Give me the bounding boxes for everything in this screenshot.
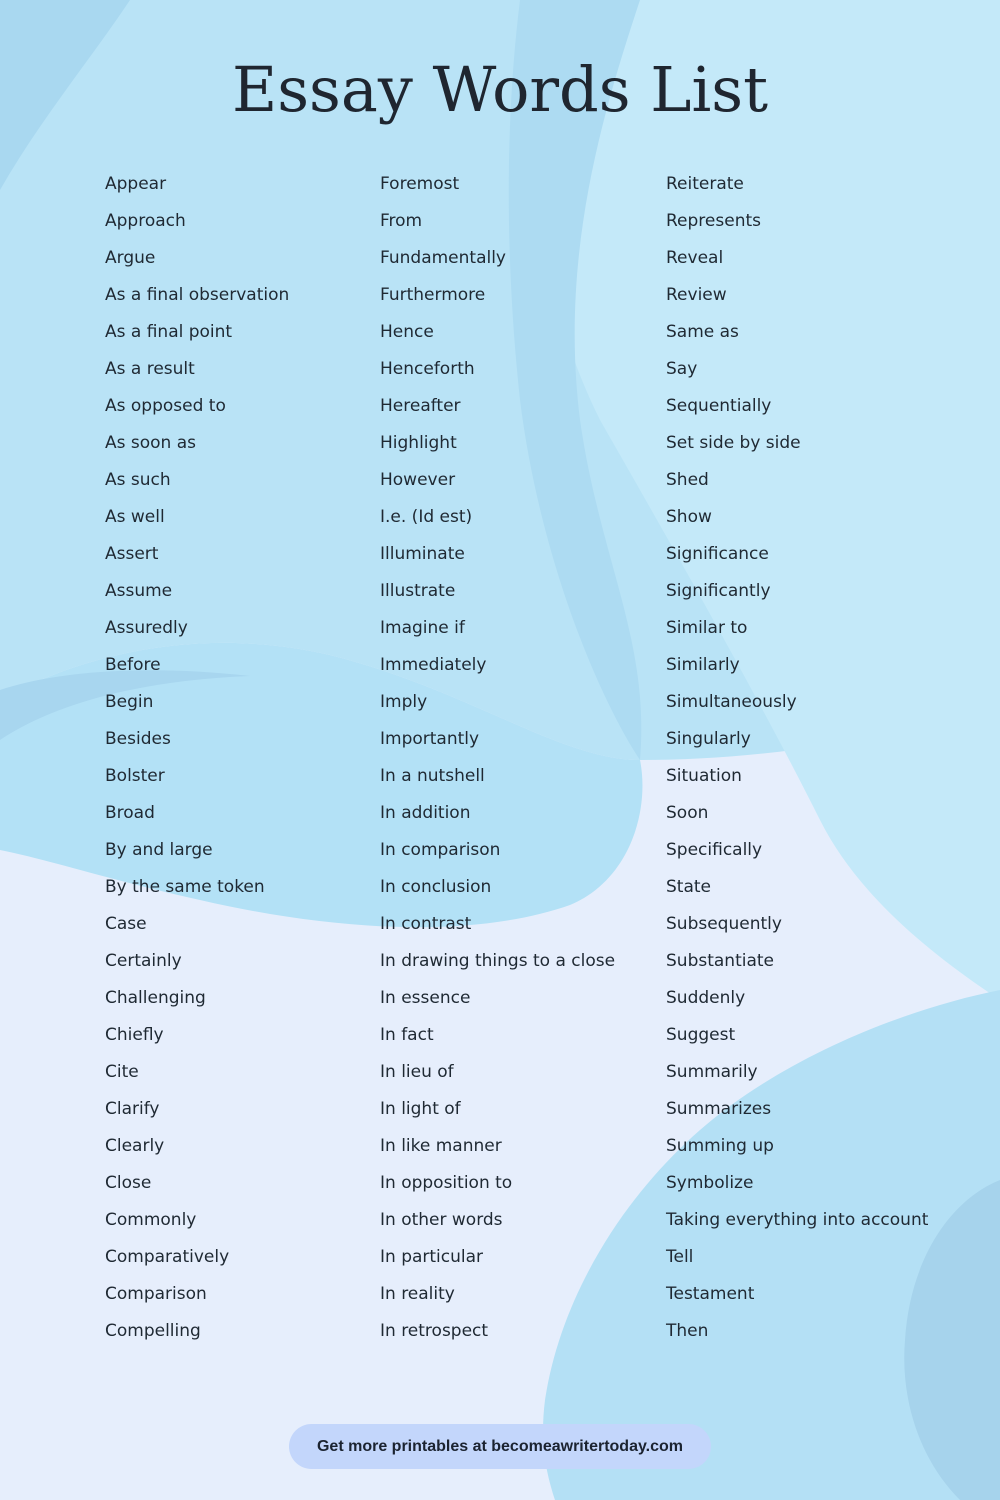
- word-item: Summarizes: [666, 1099, 772, 1119]
- word-item: Before: [105, 655, 161, 675]
- word-item: Reveal: [666, 248, 724, 268]
- word-item: Compelling: [105, 1321, 201, 1341]
- word-item: Chiefly: [105, 1025, 164, 1045]
- word-item: Represents: [666, 211, 761, 231]
- word-item: By the same token: [105, 877, 265, 897]
- word-item: Situation: [666, 766, 742, 786]
- word-item: In like manner: [380, 1136, 502, 1156]
- word-column-2: [380, 170, 615, 1354]
- word-item: Hereafter: [380, 396, 461, 416]
- page-title: Essay Words List: [231, 53, 769, 126]
- word-item: Imagine if: [380, 618, 465, 638]
- word-item: Subsequently: [666, 914, 782, 934]
- word-item: In contrast: [380, 914, 472, 934]
- word-item: Say: [666, 359, 698, 379]
- word-item: As well: [105, 507, 165, 527]
- word-item: Broad: [105, 803, 155, 823]
- word-item: Substantiate: [666, 951, 775, 971]
- word-item: Certainly: [105, 951, 182, 971]
- word-item: Comparison: [105, 1284, 207, 1304]
- word-item: Begin: [105, 692, 154, 712]
- word-item: I.e. (Id est): [380, 507, 473, 527]
- word-item: Then: [666, 1321, 709, 1341]
- word-item: As such: [105, 470, 171, 490]
- word-item: Argue: [105, 248, 156, 268]
- word-item: Similarly: [666, 655, 740, 675]
- word-item: Specifically: [666, 840, 763, 860]
- word-item: Soon: [666, 803, 709, 823]
- word-item: Assert: [105, 544, 159, 564]
- word-item: Singularly: [666, 729, 751, 749]
- word-item: Case: [105, 914, 147, 934]
- word-item: By and large: [105, 840, 213, 860]
- word-item: In fact: [380, 1025, 434, 1045]
- word-item: In essence: [380, 988, 471, 1008]
- word-item: Importantly: [380, 729, 480, 749]
- word-item: State: [666, 877, 711, 897]
- word-item: Fundamentally: [380, 248, 506, 268]
- word-item: From: [380, 211, 423, 231]
- word-item: In opposition to: [380, 1173, 513, 1193]
- word-item: Foremost: [380, 174, 460, 194]
- word-item: Review: [666, 285, 727, 305]
- word-item: Tell: [666, 1247, 694, 1267]
- word-item: Approach: [105, 211, 186, 231]
- word-item: As soon as: [105, 433, 197, 453]
- word-item: In particular: [380, 1247, 484, 1267]
- word-item: Challenging: [105, 988, 206, 1008]
- word-item: In reality: [380, 1284, 455, 1304]
- word-item: Highlight: [380, 433, 457, 453]
- word-item: Suddenly: [666, 988, 746, 1008]
- word-column-3: [666, 170, 928, 1354]
- word-item: Close: [105, 1173, 152, 1193]
- word-item: Similar to: [666, 618, 748, 638]
- word-item: Significance: [666, 544, 769, 564]
- word-item: As opposed to: [105, 396, 226, 416]
- word-item: In addition: [380, 803, 471, 823]
- word-item: Assuredly: [105, 618, 188, 638]
- word-item: Illuminate: [380, 544, 465, 564]
- word-item: Same as: [666, 322, 739, 342]
- word-item: Commonly: [105, 1210, 197, 1230]
- word-item: Summarily: [666, 1062, 758, 1082]
- word-item: Reiterate: [666, 174, 744, 194]
- word-item: Sequentially: [666, 396, 772, 416]
- word-column-1: [105, 170, 289, 1354]
- word-item: Suggest: [666, 1025, 736, 1045]
- word-item: Immediately: [380, 655, 487, 675]
- word-item: Show: [666, 507, 712, 527]
- word-item: Summing up: [666, 1136, 774, 1156]
- word-item: In conclusion: [380, 877, 492, 897]
- word-item: In comparison: [380, 840, 501, 860]
- word-item: Besides: [105, 729, 171, 749]
- word-item: In lieu of: [380, 1062, 454, 1082]
- word-item: Shed: [666, 470, 709, 490]
- word-item: Clarify: [105, 1099, 160, 1119]
- word-item: Assume: [105, 581, 173, 601]
- word-item: As a result: [105, 359, 195, 379]
- word-item: In other words: [380, 1210, 503, 1230]
- word-item: In retrospect: [380, 1321, 489, 1341]
- word-item: Clearly: [105, 1136, 165, 1156]
- word-item: Imply: [380, 692, 428, 712]
- word-item: As a final point: [105, 322, 233, 342]
- word-item: Furthermore: [380, 285, 486, 305]
- word-item: Comparatively: [105, 1247, 230, 1267]
- printables-link-pill[interactable]: Get more printables at becomeawritertoday.com: [289, 1424, 711, 1469]
- word-item: Cite: [105, 1062, 139, 1082]
- word-item: Set side by side: [666, 433, 801, 453]
- word-item: In a nutshell: [380, 766, 485, 786]
- word-item: Symbolize: [666, 1173, 754, 1193]
- word-item: As a final observation: [105, 285, 290, 305]
- word-item: In light of: [380, 1099, 461, 1119]
- word-item: Henceforth: [380, 359, 475, 379]
- word-item: Simultaneously: [666, 692, 797, 712]
- word-item: Illustrate: [380, 581, 456, 601]
- word-item: In drawing things to a close: [380, 951, 616, 971]
- word-item: Testament: [666, 1284, 755, 1304]
- word-item: Hence: [380, 322, 434, 342]
- word-item: Bolster: [105, 766, 165, 786]
- word-item: Significantly: [666, 581, 771, 601]
- word-item: Taking everything into account: [666, 1210, 929, 1230]
- word-item: However: [380, 470, 456, 490]
- word-item: Appear: [105, 174, 167, 194]
